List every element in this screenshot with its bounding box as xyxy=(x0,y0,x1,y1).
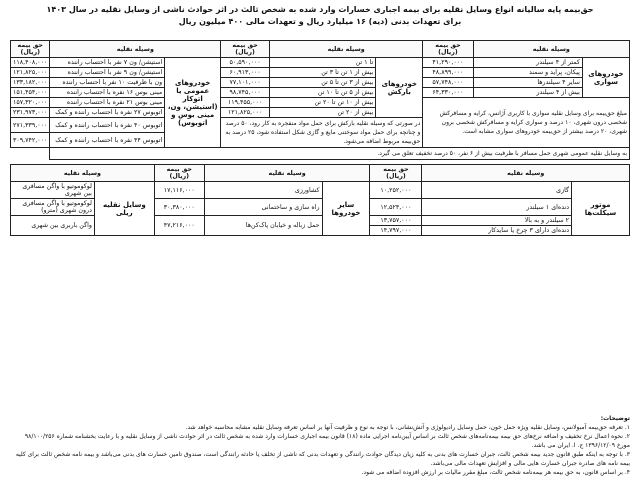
vehicle-name: مینی بوس ۱۶ نفره با احتساب راننده xyxy=(50,88,165,98)
vehicle-name: ون با ظرفیت ۱۰ نفر با احتساب راننده xyxy=(50,78,165,88)
vehicle-name: حمل زباله و خیابان پاک‌کن‌ها xyxy=(204,216,322,236)
notes-section xyxy=(10,414,630,477)
vehicle-name: بیش از ۲۰ تن xyxy=(269,108,375,118)
notes-title: توضیحات: xyxy=(600,415,630,422)
col-premium-3: حق بیمه (ریال) xyxy=(11,41,50,58)
col-vehicle-2: وسیله نقلیه xyxy=(269,41,422,58)
category-other: سایر خودروها xyxy=(322,182,370,236)
vehicle-name: لوکوموتیو با واگن مسافری بین شهری xyxy=(11,182,95,199)
premium-value: ۱۱۹,۴۵۵,۰۰۰ xyxy=(221,98,270,108)
page-title xyxy=(0,0,640,28)
table-row xyxy=(11,182,630,199)
vehicle-name: اتوبوس ۲۷ نفره با احتساب راننده و کمک xyxy=(50,108,165,118)
premium-value: ۳۰,۳۸۰,۰۰۰ xyxy=(154,199,204,216)
premium-value: ۷۷,۱۰۱,۰۰۰ xyxy=(221,78,270,88)
category-passenger: خودروهای سواری xyxy=(582,58,629,98)
table-row xyxy=(11,148,630,160)
table-row xyxy=(11,58,630,68)
premium-value: ۵۰,۵۹۰,۰۰۰ xyxy=(221,58,270,68)
table-row xyxy=(11,98,630,108)
col-vehicle-1: وسیله نقلیه xyxy=(473,41,629,58)
title-line-1: حق‌بیمه پایه سالیانه انواع وسایل نقلیه برای بیمه اجباری خسارات وارد شده به شخص ثالث در اثر حوادث ناشی از وسایل نقلیه در سال ۱۴۰۳ xyxy=(46,5,594,14)
premium-value: ۴۷,۲۱۶,۰۰۰ xyxy=(154,216,204,236)
vehicle-name: استیشن/ ون ۷ نفر با احتساب راننده xyxy=(50,58,165,68)
col-vehicle-3: وسیله نقلیه xyxy=(50,41,221,58)
header-row xyxy=(11,41,630,58)
table-row xyxy=(11,78,630,88)
vehicle-name: ۲ سیلندر و به بالا xyxy=(422,216,572,226)
vehicle-name: دنده‌ای دارای ۳ چرخ یا سایدکار xyxy=(422,226,572,236)
premium-value: ۱۵۷,۳۲۰,۰۰۰ xyxy=(11,98,50,108)
premium-value: ۴۸,۸۹۹,۰۰۰ xyxy=(423,68,473,78)
col-vehicle-5: وسیله نقلیه xyxy=(204,165,370,182)
vehicle-name: استیشن/ ون ۹ نفر با احتساب راننده xyxy=(50,68,165,78)
vehicle-name: گازی xyxy=(422,182,572,199)
tariff-tables xyxy=(10,40,630,414)
table-row xyxy=(11,68,630,78)
public-note: به وسایل نقلیه عمومی شهری حمل مسافر با ظرفیت بیش از ۶ نفر، ۵۰ درصد تخفیف تعلق می‌ گیرد. xyxy=(50,148,630,160)
premium-value: ۱۳۳,۱۸۲,۰۰۰ xyxy=(11,78,50,88)
vehicle-name: راه سازی و ساختمانی xyxy=(204,199,322,216)
note-item: ۴. بر اساس قانون، به حق بیمه هر بیمه‌نامه شخص ثالث، مبلغ مقرر مالیات بر ارزش افزوده اضافه می‌ شود. xyxy=(361,469,630,476)
tariff-table xyxy=(10,40,630,160)
premium-value: ۹۸,۷۴۵,۰۰۰ xyxy=(221,88,270,98)
category-motorcycle: موتور سیکلت‌ها xyxy=(572,182,630,236)
premium-value: ۱۵۱,۴۵۴,۰۰۰ xyxy=(11,88,50,98)
vehicle-name: بیش از ۴ سیلندر xyxy=(473,88,582,98)
category-rail: وسایل نقلیه ریلی xyxy=(94,182,154,236)
premium-value: ۱۲۱,۸۲۵,۰۰۰ xyxy=(221,108,270,118)
col-vehicle-4: وسیله نقلیه xyxy=(422,165,630,182)
premium-value: ۲۷۱,۳۳۹,۰۰۰ xyxy=(11,118,50,133)
table-row xyxy=(11,88,630,98)
premium-value: ۵۷,۷۴۸,۰۰۰ xyxy=(423,78,473,88)
header-row xyxy=(11,165,630,182)
premium-value: ۴۱,۲۹۰,۰۰۰ xyxy=(423,58,473,68)
note-item: ۱. تعرفه حق‌بیمه آمبولانس، وسایل نقلیه ویژه حمل خون، حمل وسایل رادیولوژی و آتش‌نشانی، با توجه به نوع و ظرفیت آنها بر اساس تعرفه وسایل نقلیه مشابه محاسبه خواهد شد. xyxy=(185,424,630,431)
cargo-note: در صورتی که وسیله نقلیه بارکش برای حمل مواد منفجره به کار رود، ۵۰ درصد و چنانچه برای حمل مواد سوختنی مایع و گازی شکل استفاده شود، ۲۵ درصد به حق‌بیمه مربوط اضافه می‌شود. xyxy=(221,118,423,148)
vehicle-name: بیش از ۱ تن تا ۳ تن xyxy=(269,68,375,78)
premium-value: ۶۰,۹۱۳,۰۰۰ xyxy=(221,68,270,78)
vehicle-name: پیکان، پراید و سمند xyxy=(473,68,582,78)
vehicle-name: تا ۱ تن xyxy=(269,58,375,68)
col-vehicle-6: وسیله نقلیه xyxy=(11,165,155,182)
premium-value: ۱۲,۵۲۴,۰۰۰ xyxy=(370,199,422,216)
premium-value: ۱۳,۷۵۷,۰۰۰ xyxy=(370,216,422,226)
col-premium-2: حق بیمه (ریال) xyxy=(221,41,270,58)
premium-value: ۶۴,۳۳۰,۰۰۰ xyxy=(423,88,473,98)
premium-value: ۱۴,۷۹۷,۰۰۰ xyxy=(370,226,422,236)
premium-value: ۱۷,۱۱۶,۰۰۰ xyxy=(154,182,204,199)
passenger-note: مبلغ حق‌بیمه برای وسایل نقلیه سواری با کاربری آژانس، کرایه و مسافرکش شخصی درون شهری، ۱۰ درصد و سواری کرایه و مسافرکش شخصی برون شهری، ۲۰ درصد بیشتر از حق‌بیمه خودروهای سواری مشابه است. xyxy=(423,98,630,148)
vehicle-name: بیش از ۱۰ تن تا ۲۰ تن xyxy=(269,98,375,108)
col-premium-4: حق بیمه (ریال) xyxy=(370,165,422,182)
premium-value: ۲۳۱,۹۷۳,۰۰۰ xyxy=(11,108,50,118)
vehicle-name: بیش از ۳ تن تا ۵ تن xyxy=(269,78,375,88)
col-premium-1: حق بیمه (ریال) xyxy=(423,41,473,58)
vehicle-name: مینی بوس ۲۱ نفره با احتساب راننده xyxy=(50,98,165,108)
vehicle-name: بیش از ۵ تن تا ۱۰ تن xyxy=(269,88,375,98)
title-line-2: برای تعهدات بدنی (دیه) ۱۶ میلیارد ریال و تعهدات مالی ۴۰۰ میلیون ریال xyxy=(178,17,462,26)
vehicle-name: اتوبوس ۴۰ نفره با احتساب راننده و کمک xyxy=(50,118,165,133)
vehicle-name: کشاورزی xyxy=(204,182,322,199)
premium-value: ۱۱۸,۴۰۸,۰۰۰ xyxy=(11,58,50,68)
vehicle-name: لوکوموتیو با واگن مسافری درون شهری (مترو) xyxy=(11,199,95,216)
note-item: ۳. با توجه به اینکه طبق قانون جدید بیمه شخص ثالث، جبران خسارت های بدنی به کلیه زیان دیدگان حوادث رانندگی و تعهدات بدنی که ناشی از تخلف یا حادثه رانندگی است، صندوق تامین خسارت های بدنی می‌باشد و بیمه نامه شخص ثالث برای کلیه بیمه نامه های صادره جبران خسارت هایی مالی و افزایش تعهدات مالی می‌باشد. xyxy=(15,451,630,467)
tariff-table-lower xyxy=(10,164,630,236)
vehicle-name: واگن باربری بین شهری xyxy=(11,216,95,236)
category-cargo: خودروهای بارکش xyxy=(376,58,423,118)
vehicle-name: دنده‌ای ۱ سیلندر xyxy=(422,199,572,216)
premium-value: ۳۰۹,۷۴۲,۰۰۰ xyxy=(11,133,50,148)
note-item: ۲. نحوه اعمال نرخ تخفیف و اضافه نرخ‌های حق بیمه بیمه‌نامه‌های شخص ثالث بر اساس آیین‌نامه اجرایی ماده (۱۸) قانون بیمه اجباری خسارات وارد شده به شخص ثالث در اثر حوادث ناشی از وسایل نقلیه و با رعایت بخشنامه شماره ۹۸/۱۰۰/۲۵۶ مورخ ۱۳۹۶/۱۲/۰۹ ج. ا. ایران می باشد. xyxy=(24,433,630,449)
vehicle-name: کمتر از ۴ سیلندر xyxy=(473,58,582,68)
premium-value: ۱۰,۲۵۲,۰۰۰ xyxy=(370,182,422,199)
category-public: خودروهای عمومی یا اتوکار (استیشن، ون، مینی بوس و اتوبوس) xyxy=(165,58,221,148)
premium-value: ۱۲۱,۸۲۵,۰۰۰ xyxy=(11,68,50,78)
col-premium-5: حق بیمه (ریال) xyxy=(154,165,204,182)
vehicle-name: سایر ۴ سیلندرها xyxy=(473,78,582,88)
vehicle-name: اتوبوس ۴۴ نفره با احتساب راننده و کمک xyxy=(50,133,165,148)
